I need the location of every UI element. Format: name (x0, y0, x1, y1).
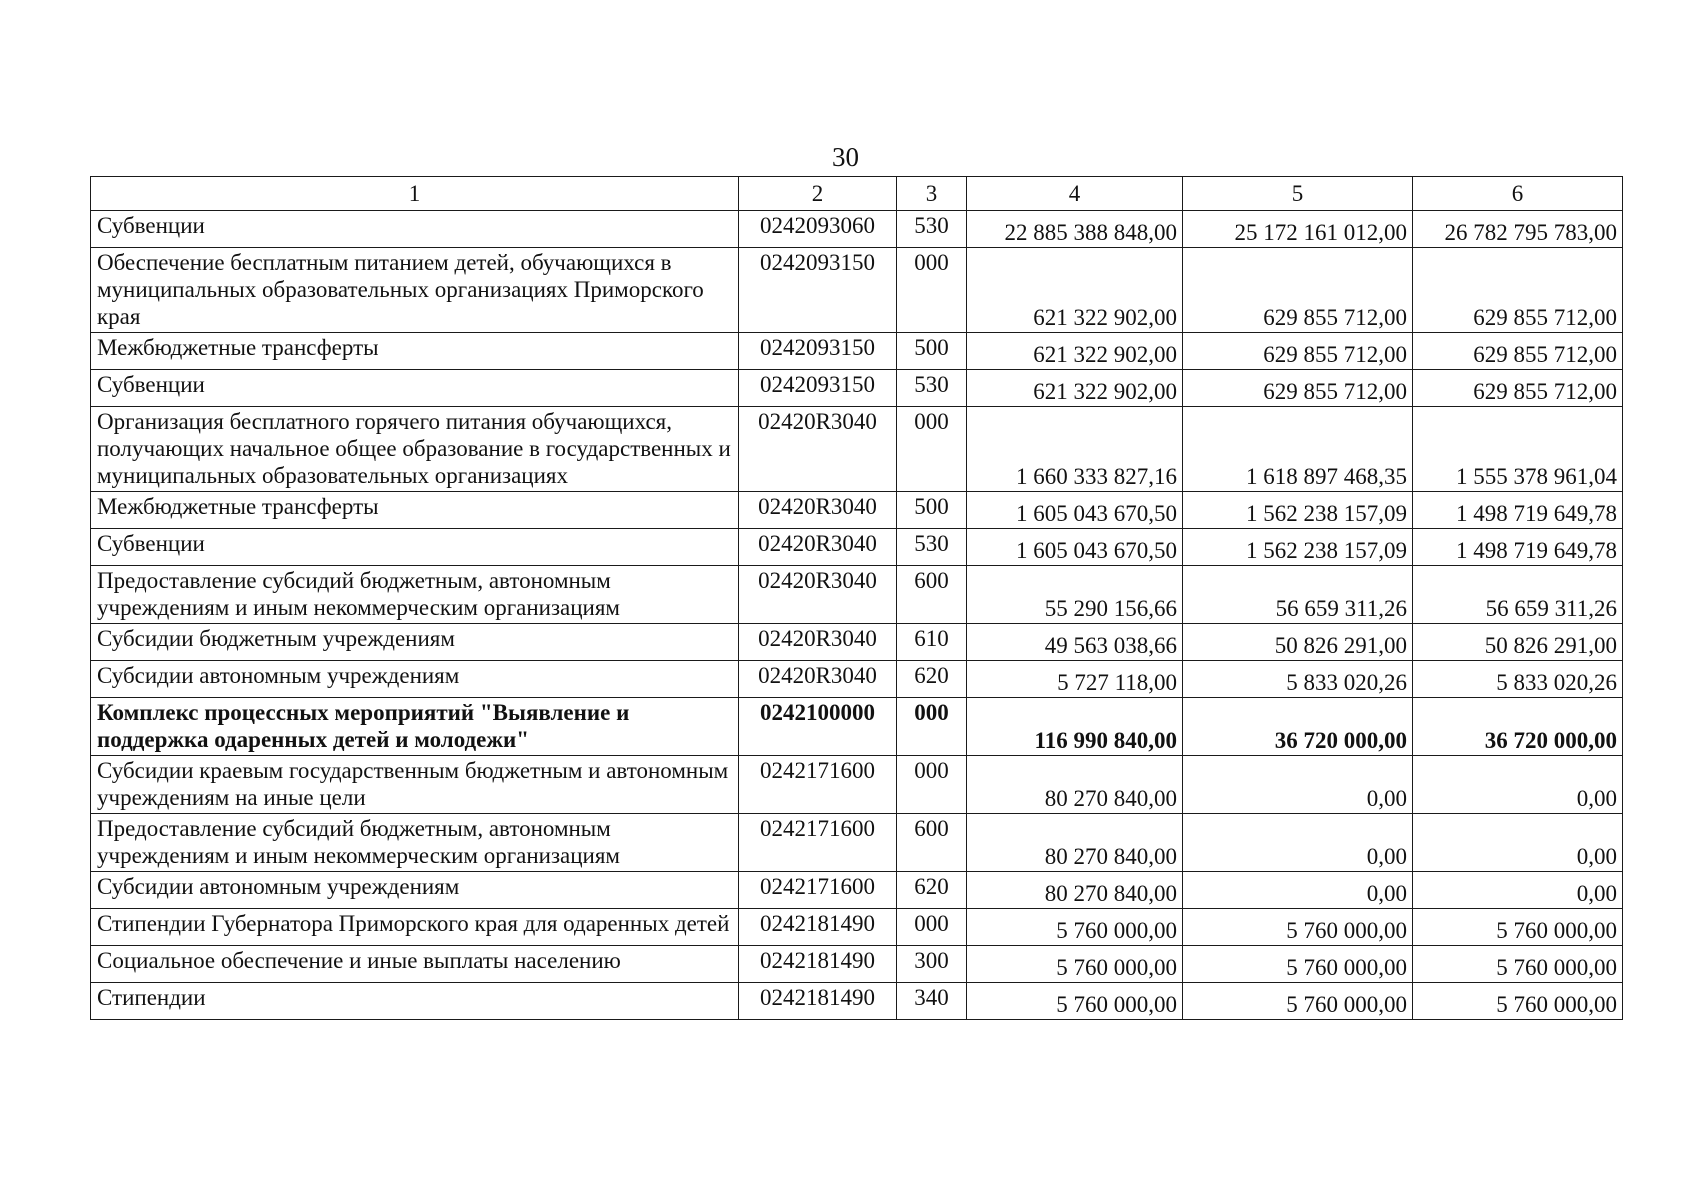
row-value-6-cell: 1 498 719 649,78 (1413, 529, 1623, 566)
column-header-2: 2 (739, 177, 897, 211)
row-type-cell: 530 (897, 529, 967, 566)
page-number: 30 (832, 142, 859, 172)
row-type-cell: 530 (897, 211, 967, 248)
row-value-4-cell: 80 270 840,00 (967, 814, 1183, 872)
row-type-cell: 620 (897, 872, 967, 909)
row-name-cell: Субвенции (91, 211, 739, 248)
row-value-5-cell: 5 760 000,00 (1183, 946, 1413, 983)
table-row (91, 698, 1623, 756)
column-header-6: 6 (1413, 177, 1623, 211)
row-code-cell: 02420R3040 (739, 407, 897, 492)
row-code-cell: 0242181490 (739, 909, 897, 946)
row-value-6-cell: 0,00 (1413, 872, 1623, 909)
row-code-cell: 0242171600 (739, 756, 897, 814)
row-code-cell: 0242093150 (739, 370, 897, 407)
table-row (91, 333, 1623, 370)
table-row (91, 909, 1623, 946)
row-value-4-cell: 621 322 902,00 (967, 333, 1183, 370)
row-code-cell: 02420R3040 (739, 566, 897, 624)
row-name-cell: Субвенции (91, 529, 739, 566)
row-type-cell: 000 (897, 248, 967, 333)
row-value-5-cell: 5 833 020,26 (1183, 661, 1413, 698)
row-value-6-cell: 26 782 795 783,00 (1413, 211, 1623, 248)
table-row (91, 756, 1623, 814)
row-value-5-cell: 0,00 (1183, 814, 1413, 872)
table-body (91, 177, 1623, 1020)
row-name-cell: Социальное обеспечение и иные выплаты населению (91, 946, 739, 983)
table-row (91, 248, 1623, 333)
row-type-cell: 000 (897, 407, 967, 492)
row-value-4-cell: 55 290 156,66 (967, 566, 1183, 624)
row-code-cell: 0242100000 (739, 698, 897, 756)
table-row (91, 983, 1623, 1020)
table-row (91, 370, 1623, 407)
row-type-cell: 000 (897, 698, 967, 756)
row-type-cell: 600 (897, 566, 967, 624)
column-header-3: 3 (897, 177, 967, 211)
row-name-cell: Стипендии Губернатора Приморского края для одаренных детей (91, 909, 739, 946)
row-value-5-cell: 5 760 000,00 (1183, 909, 1413, 946)
row-type-cell: 500 (897, 333, 967, 370)
row-value-4-cell: 1 605 043 670,50 (967, 529, 1183, 566)
row-value-6-cell: 5 760 000,00 (1413, 946, 1623, 983)
row-code-cell: 0242181490 (739, 983, 897, 1020)
row-type-cell: 600 (897, 814, 967, 872)
row-value-4-cell: 49 563 038,66 (967, 624, 1183, 661)
row-type-cell: 000 (897, 909, 967, 946)
row-name-cell: Субвенции (91, 370, 739, 407)
row-type-cell: 340 (897, 983, 967, 1020)
row-value-5-cell: 0,00 (1183, 872, 1413, 909)
row-value-4-cell: 80 270 840,00 (967, 756, 1183, 814)
row-value-5-cell: 25 172 161 012,00 (1183, 211, 1413, 248)
row-value-6-cell: 56 659 311,26 (1413, 566, 1623, 624)
row-code-cell: 0242093150 (739, 248, 897, 333)
row-name-cell: Субсидии автономным учреждениям (91, 661, 739, 698)
row-code-cell: 0242093060 (739, 211, 897, 248)
row-value-6-cell: 629 855 712,00 (1413, 248, 1623, 333)
row-code-cell: 0242093150 (739, 333, 897, 370)
row-type-cell: 610 (897, 624, 967, 661)
row-name-cell: Субсидии автономным учреждениям (91, 872, 739, 909)
row-type-cell: 300 (897, 946, 967, 983)
row-value-5-cell: 629 855 712,00 (1183, 248, 1413, 333)
row-name-cell: Субсидии бюджетным учреждениям (91, 624, 739, 661)
column-number-header (91, 177, 1623, 211)
row-value-4-cell: 1 605 043 670,50 (967, 492, 1183, 529)
row-value-5-cell: 1 562 238 157,09 (1183, 529, 1413, 566)
row-value-6-cell: 1 498 719 649,78 (1413, 492, 1623, 529)
budget-table (90, 176, 1623, 1020)
table-row (91, 529, 1623, 566)
table-row (91, 624, 1623, 661)
row-type-cell: 620 (897, 661, 967, 698)
row-value-4-cell: 1 660 333 827,16 (967, 407, 1183, 492)
table-row (91, 814, 1623, 872)
row-value-5-cell: 5 760 000,00 (1183, 983, 1413, 1020)
table-row (91, 492, 1623, 529)
row-value-6-cell: 50 826 291,00 (1413, 624, 1623, 661)
row-value-5-cell: 56 659 311,26 (1183, 566, 1413, 624)
table-row (91, 211, 1623, 248)
row-name-cell: Обеспечение бесплатным питанием детей, обучающихся в муниципальных образовательных организациях Приморского края (91, 248, 739, 333)
row-value-4-cell: 621 322 902,00 (967, 248, 1183, 333)
row-value-4-cell: 5 760 000,00 (967, 983, 1183, 1020)
row-value-5-cell: 1 618 897 468,35 (1183, 407, 1413, 492)
row-value-5-cell: 629 855 712,00 (1183, 333, 1413, 370)
row-value-4-cell: 5 760 000,00 (967, 909, 1183, 946)
row-value-4-cell: 5 760 000,00 (967, 946, 1183, 983)
row-value-5-cell: 50 826 291,00 (1183, 624, 1413, 661)
row-name-cell: Стипендии (91, 983, 739, 1020)
row-value-6-cell: 1 555 378 961,04 (1413, 407, 1623, 492)
row-value-6-cell: 629 855 712,00 (1413, 370, 1623, 407)
row-value-4-cell: 80 270 840,00 (967, 872, 1183, 909)
row-value-5-cell: 36 720 000,00 (1183, 698, 1413, 756)
table-row (91, 407, 1623, 492)
row-value-5-cell: 629 855 712,00 (1183, 370, 1413, 407)
row-value-4-cell: 5 727 118,00 (967, 661, 1183, 698)
column-header-5: 5 (1183, 177, 1413, 211)
row-name-cell: Межбюджетные трансферты (91, 333, 739, 370)
row-value-6-cell: 5 760 000,00 (1413, 983, 1623, 1020)
row-name-cell: Комплекс процессных мероприятий "Выявление и поддержка одаренных детей и молодежи" (91, 698, 739, 756)
row-code-cell: 02420R3040 (739, 624, 897, 661)
row-name-cell: Предоставление субсидий бюджетным, автономным учреждениям и иным некоммерческим организациям (91, 814, 739, 872)
row-name-cell: Предоставление субсидий бюджетным, автономным учреждениям и иным некоммерческим организациям (91, 566, 739, 624)
row-value-4-cell: 116 990 840,00 (967, 698, 1183, 756)
row-code-cell: 0242171600 (739, 814, 897, 872)
row-name-cell: Организация бесплатного горячего питания обучающихся, получающих начальное общее образование в государственных и муниципальных образовательных организациях (91, 407, 739, 492)
row-value-6-cell: 629 855 712,00 (1413, 333, 1623, 370)
row-code-cell: 02420R3040 (739, 661, 897, 698)
row-value-6-cell: 5 833 020,26 (1413, 661, 1623, 698)
row-value-4-cell: 621 322 902,00 (967, 370, 1183, 407)
row-code-cell: 0242181490 (739, 946, 897, 983)
row-code-cell: 02420R3040 (739, 529, 897, 566)
table-row (91, 946, 1623, 983)
row-type-cell: 000 (897, 756, 967, 814)
row-value-5-cell: 0,00 (1183, 756, 1413, 814)
row-value-6-cell: 36 720 000,00 (1413, 698, 1623, 756)
column-header-1: 1 (91, 177, 739, 211)
row-value-5-cell: 1 562 238 157,09 (1183, 492, 1413, 529)
table-row (91, 566, 1623, 624)
row-type-cell: 500 (897, 492, 967, 529)
row-type-cell: 530 (897, 370, 967, 407)
row-value-6-cell: 0,00 (1413, 756, 1623, 814)
column-header-4: 4 (967, 177, 1183, 211)
table-row (91, 872, 1623, 909)
row-value-6-cell: 5 760 000,00 (1413, 909, 1623, 946)
row-name-cell: Межбюджетные трансферты (91, 492, 739, 529)
row-value-4-cell: 22 885 388 848,00 (967, 211, 1183, 248)
table-row (91, 661, 1623, 698)
row-code-cell: 0242171600 (739, 872, 897, 909)
row-code-cell: 02420R3040 (739, 492, 897, 529)
row-name-cell: Субсидии краевым государственным бюджетным и автономным учреждениям на иные цели (91, 756, 739, 814)
row-value-6-cell: 0,00 (1413, 814, 1623, 872)
